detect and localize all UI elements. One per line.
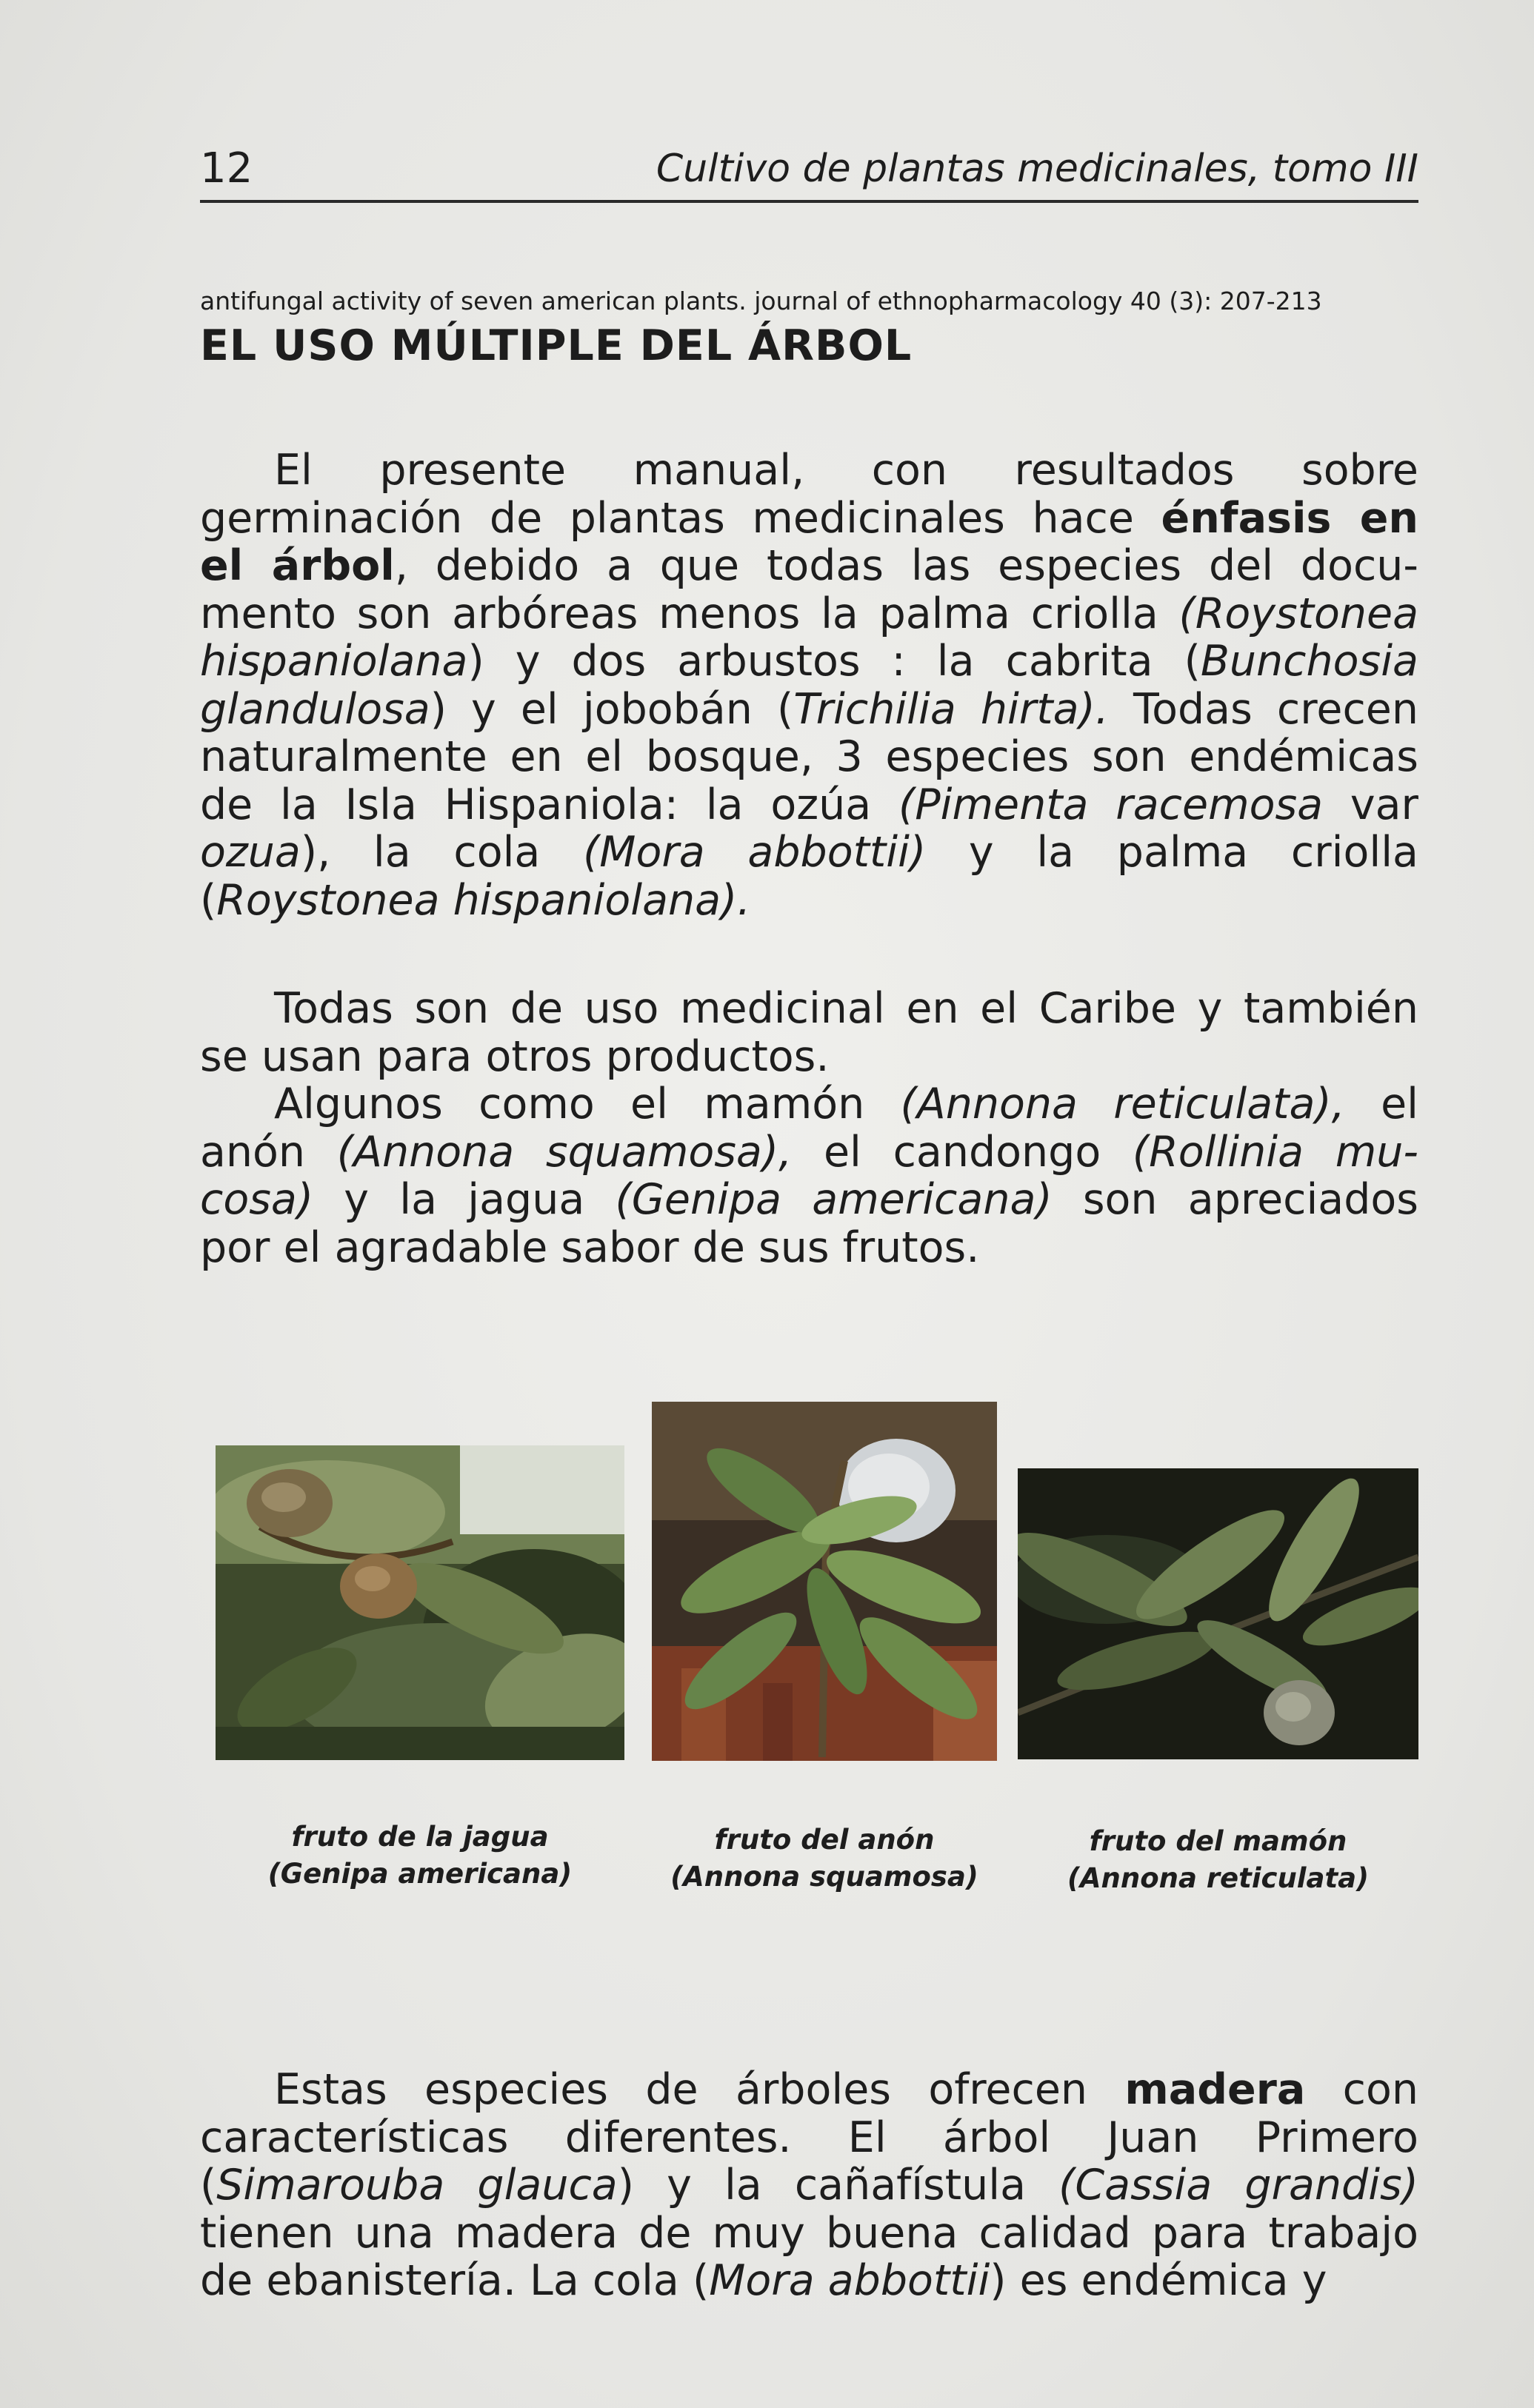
text-run: el candongo <box>792 1127 1133 1177</box>
text-line <box>200 829 1418 877</box>
text-run: características diferentes. El árbol Juan Primero <box>200 2113 1418 2162</box>
text-line <box>200 686 1418 734</box>
text-run: cosa) <box>200 1175 314 1224</box>
text-line <box>200 2257 1418 2305</box>
photo-mamon-fruit <box>1018 1468 1418 1759</box>
text-line <box>200 2066 1418 2114</box>
caption-scientific-name: (Annona squamosa) <box>670 1861 978 1893</box>
text-run: énfasis en <box>1161 493 1418 543</box>
text-run: anón <box>200 1127 337 1177</box>
photo-jagua-fruit <box>216 1445 624 1760</box>
section-title: EL USO MÚLTIPLE DEL ÁRBOL <box>200 321 913 370</box>
text-run: madera <box>1124 2065 1306 2114</box>
text-run: (Genipa americana) <box>615 1175 1053 1224</box>
text-run: de la Isla Hispaniola: la ozúa <box>200 780 899 829</box>
text-run: por el agradable sabor de sus frutos. <box>200 1223 980 1272</box>
text-run: El presente manual, con resultados sobre <box>274 446 1418 495</box>
text-run: ), la cola <box>300 828 584 877</box>
text-line <box>200 985 1418 1033</box>
text-run: (Annona squamosa), <box>336 1127 793 1177</box>
text-line <box>200 542 1418 590</box>
text-line <box>200 2114 1418 2162</box>
text-line <box>200 781 1418 829</box>
text-run: ( <box>200 2161 217 2210</box>
text-line <box>200 495 1418 543</box>
text-run: ) y el jobobán ( <box>430 684 794 734</box>
page-number: 12 <box>200 144 253 193</box>
text-run: de ebanistería. La cola ( <box>200 2256 710 2305</box>
text-run: germinación de plantas medicinales hace <box>200 493 1161 543</box>
text-run: , debido a que todas las especies del docu- <box>394 541 1418 590</box>
photo-caption-jagua <box>216 1819 624 1893</box>
caption-common-name: fruto de la jagua <box>291 1821 549 1853</box>
text-run: Bunchosia <box>1200 637 1418 686</box>
text-run: y la palma criolla <box>926 828 1418 877</box>
text-line <box>200 447 1418 495</box>
text-run: ) y la cañafístula <box>617 2161 1059 2210</box>
text-run: mento son arbóreas menos la palma criolla <box>200 589 1179 638</box>
text-run: var <box>1323 780 1418 829</box>
text-run: el árbol <box>200 541 395 590</box>
text-run: Algunos como el mamón <box>274 1080 901 1128</box>
text-run: ) es endémica y <box>990 2256 1327 2305</box>
text-run: ozua <box>200 828 301 877</box>
text-run: Mora abbottii <box>709 2256 990 2305</box>
reference-citation: antifungal activity of seven american plants. journal of ethnopharmacology 40 (3): 207-213 <box>200 287 1322 315</box>
text-line <box>200 1080 1418 1128</box>
text-line <box>200 1033 1418 1081</box>
text-run: Todas son de uso medicinal en el Caribe y también <box>274 984 1418 1033</box>
text-run: el <box>1344 1080 1418 1128</box>
text-run: (Cassia grandis) <box>1058 2161 1418 2210</box>
caption-scientific-name: (Genipa americana) <box>267 1858 573 1890</box>
text-line <box>200 733 1418 781</box>
text-run: Estas especies de árboles ofrecen <box>274 2065 1125 2114</box>
text-run: naturalmente en el bosque, 3 especies son endémicas <box>200 732 1418 781</box>
caption-common-name: fruto del mamón <box>1089 1825 1347 1857</box>
text-run: (Pimenta racemosa <box>898 780 1324 829</box>
paragraph-medicinal-use <box>200 985 1418 1080</box>
running-title: Cultivo de plantas medicinales, tomo III <box>656 147 1418 191</box>
photo-caption-mamon <box>1018 1823 1418 1897</box>
text-run: y la jagua <box>313 1175 616 1224</box>
caption-common-name: fruto del anón <box>714 1824 935 1856</box>
text-run: (Mora abbottii) <box>583 828 927 877</box>
text-line <box>200 2210 1418 2258</box>
text-run: (Rollinia mu- <box>1132 1127 1418 1177</box>
photo-caption-anon <box>652 1822 997 1896</box>
text-run: Simarouba glauca <box>216 2161 618 2210</box>
text-run: glandulosa <box>200 684 430 734</box>
text-line <box>200 877 1418 925</box>
text-line <box>200 2161 1418 2210</box>
text-run: Todas crecen <box>1108 684 1418 734</box>
text-line <box>200 638 1418 686</box>
paragraph-tree-emphasis <box>200 447 1418 924</box>
text-line <box>200 1128 1418 1177</box>
text-line <box>200 590 1418 638</box>
text-run: ( <box>200 875 217 925</box>
text-run: con <box>1305 2065 1418 2114</box>
text-run: Roystonea hispaniolana). <box>216 875 751 925</box>
paragraph-edible-fruits <box>200 1080 1418 1271</box>
page-header <box>200 141 1418 197</box>
text-line <box>200 1176 1418 1224</box>
text-run: Trichilia hirta). <box>793 684 1109 734</box>
text-run: (Annona reticulata), <box>900 1080 1345 1128</box>
text-run: ) y dos arbustos : la cabrita ( <box>467 637 1201 686</box>
text-run: se usan para otros productos. <box>200 1031 830 1081</box>
text-run: (Roystonea <box>1178 589 1418 638</box>
header-rule <box>200 200 1418 203</box>
paragraph-wood <box>200 2066 1418 2305</box>
text-run: hispaniolana <box>200 637 468 686</box>
photo-anon-fruit <box>652 1402 997 1761</box>
text-run: son apreciados <box>1052 1175 1418 1224</box>
text-line <box>200 1224 1418 1272</box>
text-run: tienen una madera de muy buena calidad para trabajo <box>200 2208 1418 2258</box>
caption-scientific-name: (Annona reticulata) <box>1067 1862 1370 1894</box>
